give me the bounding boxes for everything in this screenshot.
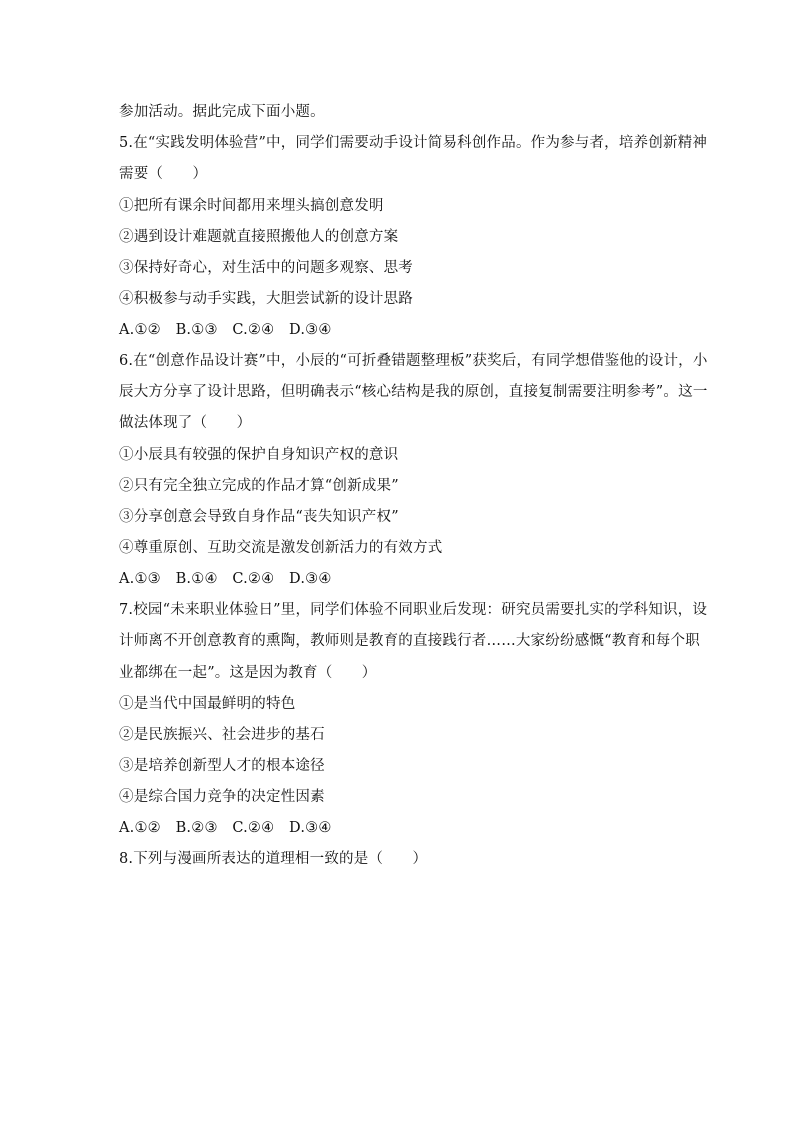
question-7-statement-4: ④是综合国力竞争的决定性因素 <box>119 789 325 805</box>
question-8-stem: 8.下列与漫画所表达的道理相一致的是（ ） <box>119 851 428 867</box>
intro-line: 参加活动。据此完成下面小题。 <box>119 104 325 120</box>
question-5-statement-4: ④积极参与动手实践，大胆尝试新的设计思路 <box>119 291 413 307</box>
question-7-statement-2: ②是民族振兴、社会进步的基石 <box>119 727 325 743</box>
question-5-stem-line-2: 需要（ ） <box>119 166 208 182</box>
question-6-stem-line-1: 6.在“创意作品设计赛”中，小辰的“可折叠错题整理板”获奖后，有同学想借鉴他的设计，小 <box>119 353 708 369</box>
question-7-statement-1: ①是当代中国最鲜明的特色 <box>119 696 296 712</box>
question-5-statement-1: ①把所有课余时间都用来埋头搞创意发明 <box>119 198 384 214</box>
question-7-stem-line-1: 7.校园“未来职业体验日”里，同学们体验不同职业后发现：研究员需要扎实的学科知识，设 <box>119 602 708 618</box>
question-7-options: A.①② B.②③ C.②④ D.③④ <box>119 820 332 836</box>
question-6-stem-line-3: 做法体现了（ ） <box>119 415 252 431</box>
question-5-statement-3: ③保持好奇心，对生活中的问题多观察、思考 <box>119 260 413 276</box>
question-6-statement-4: ④尊重原创、互助交流是激发创新活力的有效方式 <box>119 540 443 556</box>
question-6-stem-line-2: 辰大方分享了设计思路，但明确表示“核心结构是我的原创，直接复制需要注明参考”。这一 <box>119 384 708 400</box>
question-7-statement-3: ③是培养创新型人才的根本途径 <box>119 758 325 774</box>
question-5-stem-line-1: 5.在“实践发明体验营”中，同学们需要动手设计简易科创作品。作为参与者，培养创新精神 <box>119 135 708 151</box>
question-6-statement-1: ①小辰具有较强的保护自身知识产权的意识 <box>119 447 399 463</box>
question-7-stem-line-3: 业都绑在一起”。这是因为教育（ ） <box>119 665 377 681</box>
question-6-options: A.①③ B.①④ C.②④ D.③④ <box>119 571 332 587</box>
question-6-statement-2: ②只有完全独立完成的作品才算“创新成果” <box>119 478 399 494</box>
question-5-statement-2: ②遇到设计难题就直接照搬他人的创意方案 <box>119 229 399 245</box>
question-5-options: A.①② B.①③ C.②④ D.③④ <box>119 322 332 338</box>
question-7-stem-line-2: 计师离不开创意教育的熏陶，教师则是教育的直接践行者……大家纷纷感慨“教育和每个职 <box>119 633 700 649</box>
question-6-statement-3: ③分享创意会导致自身作品“丧失知识产权” <box>119 509 399 525</box>
